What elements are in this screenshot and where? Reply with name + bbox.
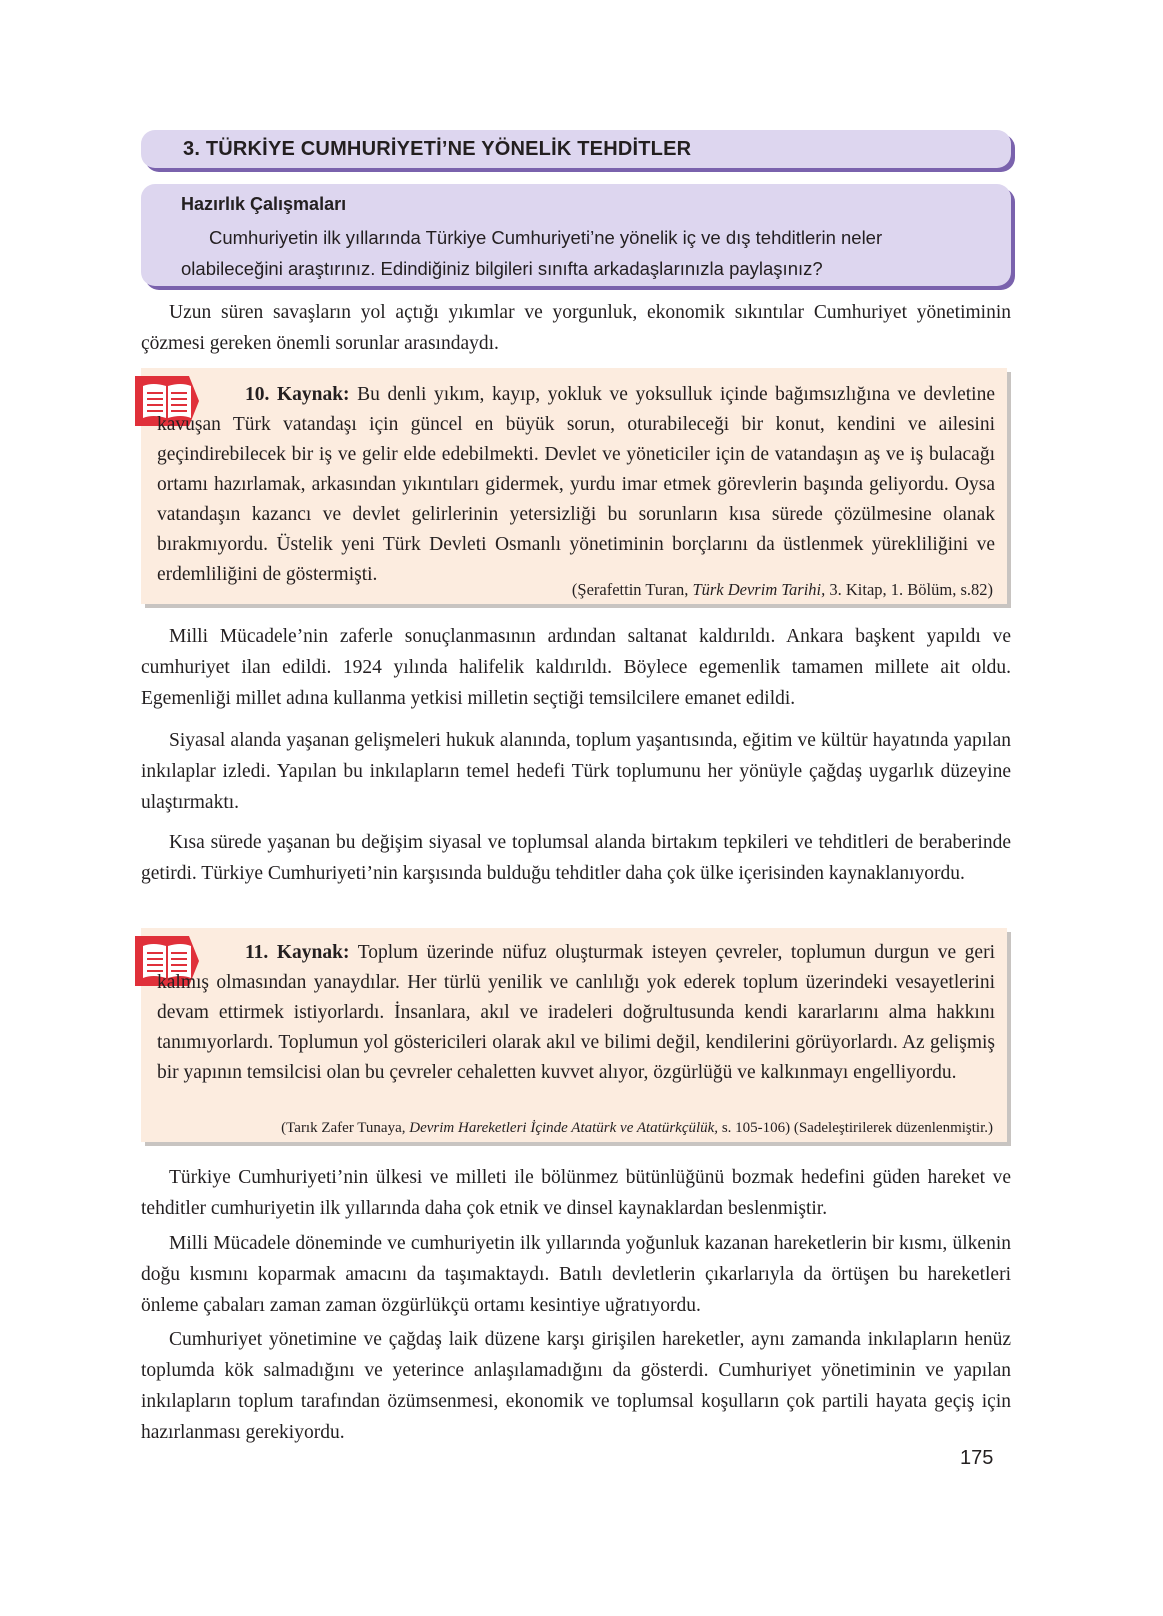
- paragraph-4: Kısa sürede yaşanan bu değişim siyasal ve toplumsal alanda birtakım tepkileri ve tehditleri de beraberinde getirdi. Türkiye Cumhuriyeti’nin karşısında bulduğu tehditler daha çok ülke içerisinden kaynaklanıyordu.: [141, 832, 1011, 884]
- source-11-text: [157, 938, 995, 1088]
- citation-10-pages: 3. Kitap, 1. Bölüm, s.82): [825, 580, 993, 599]
- source-10-label: 10. Kaynak:: [245, 384, 350, 405]
- citation-10-author: (Şerafettin Turan,: [571, 580, 693, 599]
- preparation-title: Hazırlık Çalışmaları: [181, 194, 347, 214]
- preparation-text: Cumhuriyetin ilk yıllarında Türkiye Cumhuriyeti’ne yönelik iç ve dış tehditlerin neler olabileceğini araştırınız. Edindiğiniz bilgileri sınıfta arkadaşlarınızla paylaşınız?: [181, 227, 883, 279]
- source-11-body: Toplum üzerinde nüfuz oluşturmak isteyen çevreler, toplumun durgun ve geri kalmış olmasından yanaydılar. Her türlü yenilik ve canlılığı yok ederek toplum üzerindeki vesayetlerini devam ettirmek istiyorlardı. İnsanlara, akıl ve iradeleri doğrultusunda kendi kararlarını alma hakkını tanımıyorlardı. Toplumun yol göstericileri olarak akıl ve bilimi değil, kendilerini görüyorlardı. Az gelişmiş bir yapının temsilcisi olan bu çevreler cehaletten kuvvet alıyor, özgürlüğü ve kalkınmayı engelliyordu.: [157, 942, 995, 1083]
- source-10-box: [141, 368, 1007, 604]
- section-heading-bar: [141, 130, 1011, 168]
- paragraph-2: Milli Mücadele’nin zaferle sonuçlanmasının ardından saltanat kaldırıldı. Ankara başkent yapıldı ve cumhuriyet ilan edildi. 1924 yılında halifelik kaldırıldı. Böylece egemenlik tamamen millete ait oldu. Egemenliği millet adına kullanma yetkisi milletin seçtiği temsilcilere emanet edildi.: [141, 626, 1011, 709]
- source-10-text: [157, 380, 995, 590]
- citation-11-title: Devrim Hareketleri İçinde Atatürk ve Atatürkçülük,: [409, 1120, 719, 1136]
- paragraph-1: Uzun süren savaşların yol açtığı yıkımlar ve yorgunluk, ekonomik sıkıntılar Cumhuriyet yönetiminin çözmesi gereken önemli sorunlar arasındaydı.: [141, 302, 1011, 354]
- citation-11-pages: s. 105-106) (Sadeleştirilerek düzenlenmiştir.): [718, 1120, 993, 1136]
- source-11-citation: [281, 1120, 993, 1137]
- paragraph-5: Türkiye Cumhuriyeti’nin ülkesi ve milleti ile bölünmez bütünlüğünü bozmak hedefini güden hareket ve tehditler cumhuriyetin ilk yıllarında daha çok etnik ve dinsel kaynaklardan beslenmiştir.: [141, 1167, 1011, 1219]
- page-number: 175: [960, 1447, 994, 1469]
- section-title: 3. TÜRKİYE CUMHURİYETİ’NE YÖNELİK TEHDİTLER: [183, 138, 692, 160]
- source-10-body: Bu denli yıkım, kayıp, yokluk ve yoksulluk içinde bağımsızlığına ve devletine kavuşan Türk vatandaşı için güncel en büyük sorun, oturabileceği bir konut, kendini ve ailesini geçindirebilecek bir iş ve gelir elde edebilmekti. Devlet ve yöneticiler için de vatandaşın aş ve iş bulacağı ortamı hazırlamak, arkasından yıkıntıları gidermek, yurdu imar etmek görevlerin başında geliyordu. Oysa vatandaşın kazancı ve devlet gelirlerinin yetersizliği bu sorunların kısa sürede çözülmesine olanak bırakmıyordu. Üstelik yeni Türk Devleti Osmanlı yönetiminin borçlarını da üstlenmek yürekliliğini ve erdemliliğini de göstermişti.: [157, 384, 995, 585]
- preparation-box: [141, 184, 1011, 286]
- source-11-box: [141, 928, 1007, 1142]
- paragraph-3: Siyasal alanda yaşanan gelişmeleri hukuk alanında, toplum yaşantısında, eğitim ve kültür hayatında yapılan inkılaplar izledi. Yapılan bu inkılapların temel hedefi Türk toplumunu her yönüyle çağdaş uygarlık düzeyine ulaştırmaktı.: [141, 730, 1011, 813]
- source-10-citation: [572, 580, 993, 600]
- paragraph-7: Cumhuriyet yönetimine ve çağdaş laik düzene karşı girişilen hareketler, aynı zamanda inkılapların henüz toplumda kök salmadığını ve yeterince anlaşılamadığını da gösterdi. Cumhuriyet yönetiminin ve yapılan inkılapların toplum tarafından özümsenmesi, ekonomik ve toplumsal koşulların çok partili hayata geçiş için hazırlanması gerekiyordu.: [141, 1329, 1011, 1443]
- source-11-label: 11. Kaynak:: [245, 942, 350, 963]
- citation-11-author: (Tarık Zafer Tunaya,: [281, 1120, 410, 1136]
- paragraph-6: Milli Mücadele döneminde ve cumhuriyetin ilk yıllarında yoğunluk kazanan hareketlerin bir kısmı, ülkenin doğu kısmını koparmak amacını da taşımaktaydı. Batılı devletlerin çıkarlarıyla da örtüşen bu hareketleri önleme çabaları zaman zaman özgürlükçü ortamı kesintiye uğratıyordu.: [141, 1233, 1011, 1316]
- citation-10-title: Türk Devrim Tarihi,: [692, 580, 826, 599]
